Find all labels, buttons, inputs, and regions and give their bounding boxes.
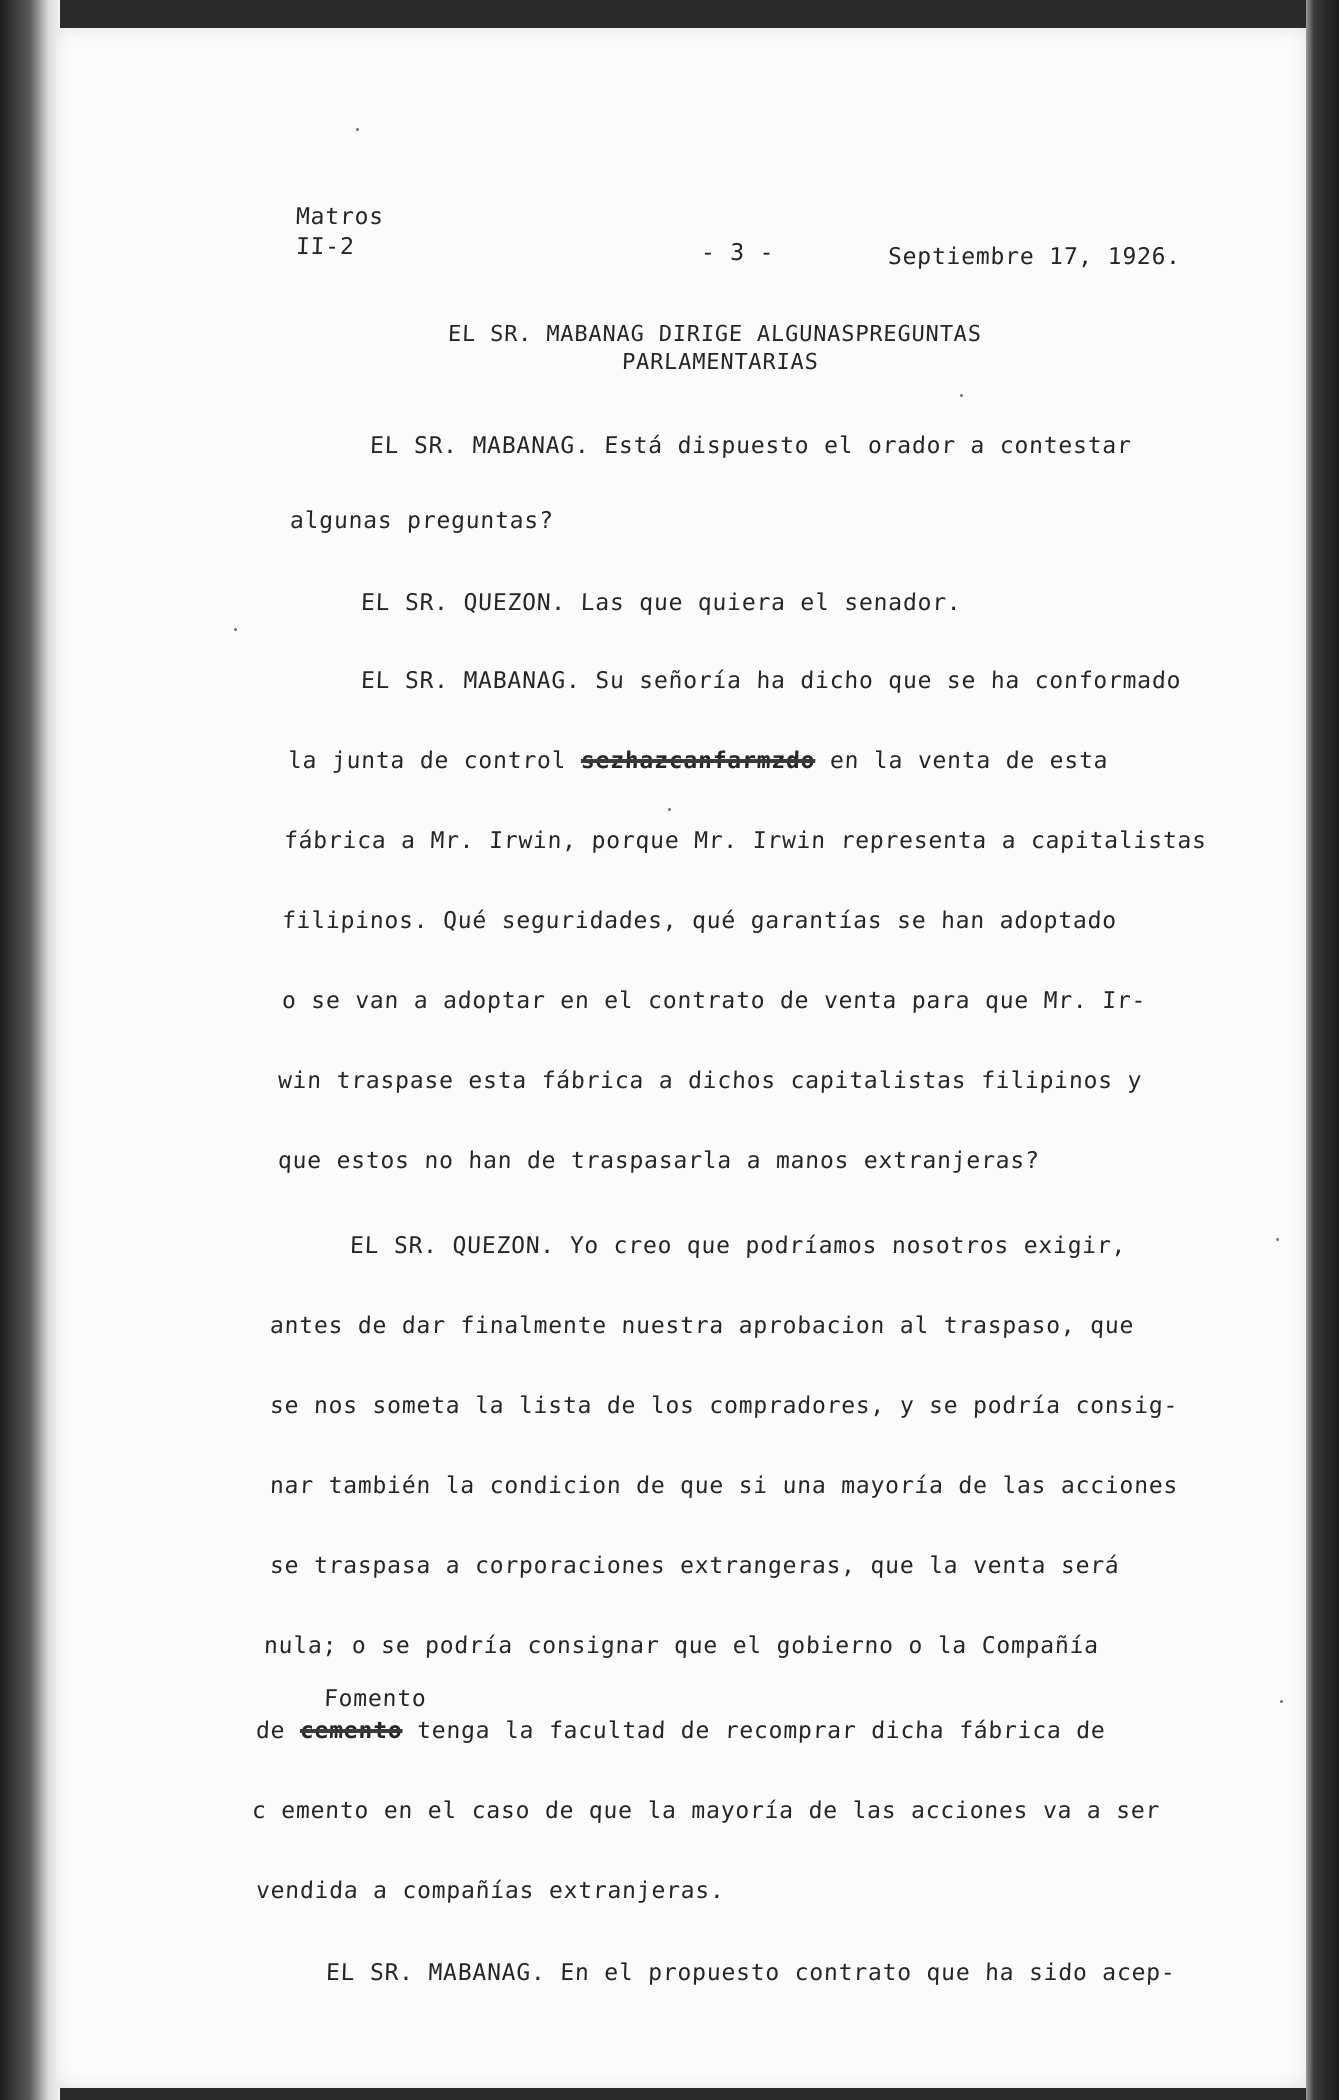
scan-speck (960, 394, 963, 397)
body-line: nar también la condicion de que si una mayoría de las acciones (269, 1473, 1179, 1499)
body-text: tenga la facultad de recomprar dicha fábrica de (416, 1718, 1107, 1744)
body-text: la junta de control (287, 748, 567, 774)
section-heading-line-1: EL SR. MABANAG DIRIGE ALGUNASPREGUNTAS (447, 322, 983, 347)
document-page (56, 28, 1306, 2088)
body-line: EL SR. MABANAG. En el propuesto contrato que ha sido acep- (325, 1960, 1177, 1986)
body-line (288, 748, 1109, 774)
header-name: Matros (295, 204, 385, 230)
body-line: EL SR. QUEZON. Las que quiera el senador. (360, 590, 963, 616)
body-line: EL SR. MABANAG. Su señoría ha dicho que se ha conformado (360, 668, 1182, 694)
body-line: vendida a compañías extranjeras. (255, 1878, 726, 1904)
struck-out-text: cemento (299, 1718, 403, 1744)
body-line: c emento en el caso de que la mayoría de las acciones va a ser (251, 1798, 1161, 1824)
body-line: que estos no han de traspasarla a manos extranjeras? (277, 1148, 1041, 1174)
scan-speck (668, 808, 671, 811)
body-line: EL SR. MABANAG. Está dispuesto el orador a contestar (369, 433, 1133, 459)
scan-speck (1280, 1700, 1283, 1703)
document-date: Septiembre 17, 1926. (887, 244, 1182, 270)
struck-out-text: sezhazcanfarmzdo (580, 748, 816, 774)
body-line: fábrica a Mr. Irwin, porque Mr. Irwin representa a capitalistas (283, 828, 1208, 854)
body-text: en la venta de esta (829, 748, 1109, 774)
scan-speck (356, 128, 359, 131)
body-line: se traspasa a corporaciones extrangeras, que la venta será (269, 1553, 1121, 1579)
body-line: algunas preguntas? (289, 508, 555, 534)
header-code: II-2 (295, 234, 356, 260)
body-line: win traspase esta fábrica a dichos capitalistas filipinos y (277, 1068, 1143, 1094)
handwritten-insertion: Fomento (323, 1686, 427, 1712)
section-heading-line-2: PARLAMENTARIAS (621, 350, 820, 375)
body-line: antes de dar finalmente nuestra aprobacion al traspaso, que (269, 1313, 1135, 1339)
body-line: filipinos. Qué seguridades, qué garantías se han adoptado (281, 908, 1118, 934)
page-number: - 3 - (700, 240, 775, 266)
scan-speck (1276, 1238, 1279, 1241)
scan-left-edge (0, 0, 60, 2100)
scan-speck (234, 628, 237, 631)
body-line: se nos someta la lista de los compradores, y se podría consig- (269, 1393, 1179, 1419)
body-line: o se van a adoptar en el contrato de venta para que Mr. Ir- (281, 988, 1147, 1014)
body-line: nula; o se podría consignar que el gobierno o la Compañía (263, 1633, 1100, 1659)
scan-right-edge (1306, 0, 1339, 2100)
body-text: de (255, 1718, 286, 1744)
body-line (256, 1718, 1106, 1744)
body-line: EL SR. QUEZON. Yo creo que podríamos nosotros exigir, (349, 1233, 1127, 1259)
